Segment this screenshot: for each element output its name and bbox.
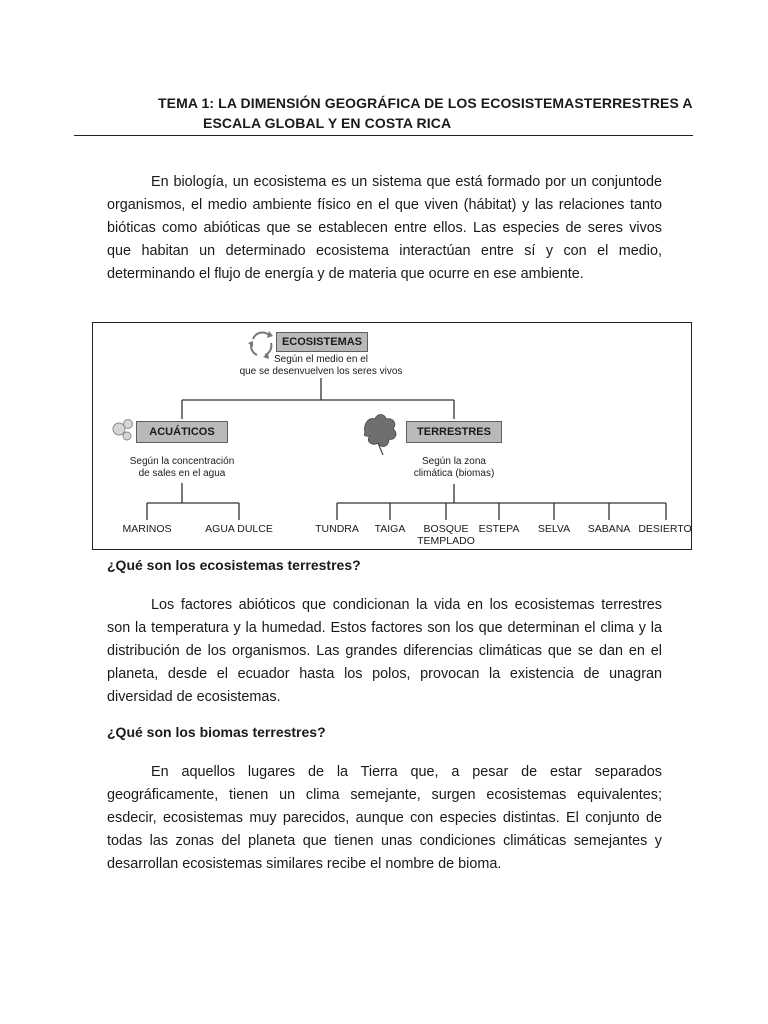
leaf-taiga: TAIGA bbox=[374, 523, 406, 535]
leaf-sabana: SABANA bbox=[587, 523, 631, 535]
acuaticos-note-line-1: Según la concentración bbox=[129, 456, 235, 467]
leaf-bosque-line-1: BOSQUE bbox=[423, 523, 469, 535]
terrestres-box: TERRESTRES bbox=[406, 421, 502, 443]
leaf-bosque bbox=[416, 523, 476, 547]
leaf-tundra: TUNDRA bbox=[315, 523, 359, 535]
acuaticos-note-line-2: de sales en el agua bbox=[138, 468, 226, 479]
title-divider bbox=[74, 135, 693, 136]
water-drops-icon bbox=[113, 420, 133, 441]
section2-paragraph bbox=[107, 761, 662, 876]
section1-heading: ¿Qué son los ecosistemas terrestres? bbox=[107, 557, 361, 573]
leaf-marinos: MARINOS bbox=[122, 523, 172, 535]
ecosistemas-box: ECOSISTEMAS bbox=[276, 332, 368, 352]
leaf-agua-dulce: AGUA DULCE bbox=[205, 523, 273, 535]
leaf-selva: SELVA bbox=[537, 523, 571, 535]
terrestres-note bbox=[394, 456, 514, 480]
ecosistemas-note-line-1: Según el medio en el bbox=[274, 354, 368, 365]
oak-leaf-icon bbox=[364, 415, 396, 456]
title-line-2: ESCALA GLOBAL Y EN COSTA RICA bbox=[203, 115, 452, 131]
intro-text: En biología, un ecosistema es un sistema que está formado por un conjuntode organismos, el medio ambiente físico en el que viven (hábitat) y las relaciones tanto bióticas como abióticas que se establecen entre ellos. Las especies de seres vivos que habitan un determinado ecosistema interactúan entre sí y con el medio, determinando el flujo de energía y de materia que ocurre en ese ambiente. bbox=[107, 174, 662, 282]
leaf-bosque-line-2: TEMPLADO bbox=[417, 535, 475, 547]
title-line-1: TEMA 1: LA DIMENSIÓN GEOGRÁFICA DE LOS ECOSISTEMASTERRESTRES A bbox=[158, 95, 693, 111]
section1-text: Los factores abióticos que condicionan la vida en los ecosistemas terrestres son la temperatura y la humedad. Estos factores son los que determinan el clima y la distribución de los organismos. Las grandes diferencias climáticas que se dan en el planeta, desde el ecuador hasta los polos, provocan la existencia de unagran diversidad de ecosistemas. bbox=[107, 597, 662, 705]
ecosistemas-note-line-2: que se desenvuelven los seres vivos bbox=[239, 366, 403, 377]
acuaticos-box: ACUÁTICOS bbox=[136, 421, 228, 443]
section2-text: En aquellos lugares de la Tierra que, a pesar de estar separados geográficamente, tienen un clima semejante, surgen ecosistemas equivalentes; esdecir, ecosistemas muy parecidos, aunque con especies distintas. El conjunto de todas las zonas del planeta que tienen unas condiciones climáticas semejantes y desarrollan ecosistemas similares recibe el nombre de bioma. bbox=[107, 764, 662, 872]
section2-heading: ¿Qué son los biomas terrestres? bbox=[107, 724, 326, 740]
section1-paragraph bbox=[107, 594, 662, 709]
intro-paragraph bbox=[107, 171, 662, 286]
leaf-estepa: ESTEPA bbox=[478, 523, 520, 535]
terrestres-note-line-2: climática (biomas) bbox=[413, 468, 495, 479]
ecosistemas-note bbox=[221, 354, 421, 378]
ecosystem-diagram bbox=[92, 322, 692, 550]
terrestres-note-line-1: Según la zona bbox=[422, 456, 486, 467]
leaf-desierto: DESIERTO bbox=[638, 523, 692, 535]
acuaticos-note bbox=[112, 456, 252, 480]
